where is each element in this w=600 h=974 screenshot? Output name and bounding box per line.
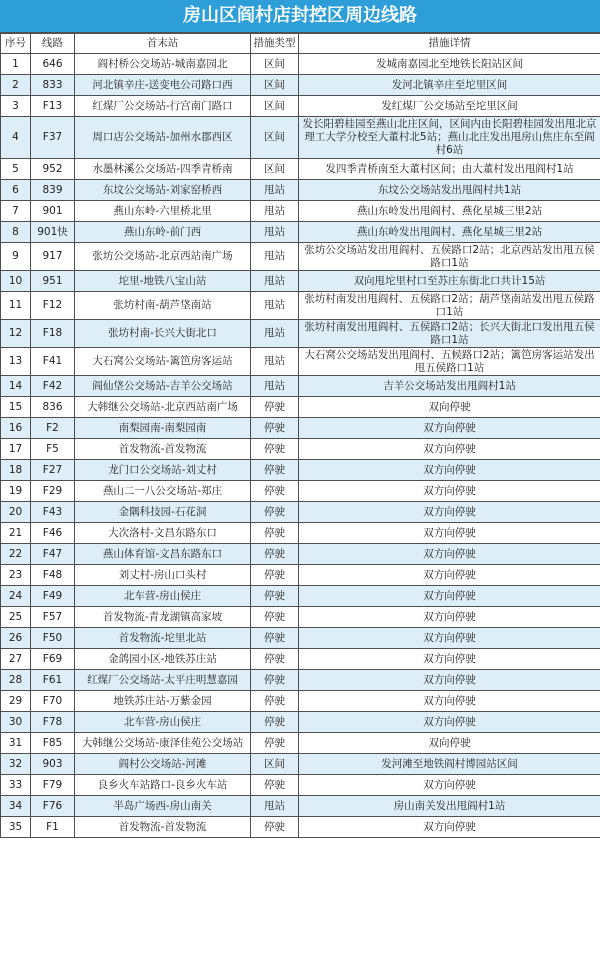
cell-terminals: 坨里-地铁八宝山站 [75, 271, 251, 292]
table-row [1, 376, 600, 397]
table-row [1, 439, 600, 460]
table-row [1, 292, 600, 320]
cell-measure-type: 甩站 [251, 348, 299, 376]
cell-index: 3 [1, 96, 31, 117]
table-row [1, 670, 600, 691]
cell-route: 901快 [31, 222, 75, 243]
cell-index: 35 [1, 817, 31, 838]
cell-index: 22 [1, 544, 31, 565]
cell-terminals: 首发物流-首发物流 [75, 817, 251, 838]
cell-index: 29 [1, 691, 31, 712]
cell-terminals: 张坊村南-长兴大街北口 [75, 320, 251, 348]
cell-route: F70 [31, 691, 75, 712]
table-row [1, 348, 600, 376]
cell-terminals: 金鸽园小区-地铁苏庄站 [75, 649, 251, 670]
cell-measure-type: 停驶 [251, 544, 299, 565]
table-row [1, 117, 600, 159]
cell-route: 901 [31, 201, 75, 222]
cell-measure-detail: 房山南关发出甩阎村1站 [299, 796, 600, 817]
table-row [1, 649, 600, 670]
cell-measure-detail: 双方向停驶 [299, 607, 600, 628]
cell-measure-type: 区间 [251, 117, 299, 159]
table-row [1, 523, 600, 544]
cell-measure-detail: 双方向停驶 [299, 649, 600, 670]
cell-terminals: 刘丈村-房山口头村 [75, 565, 251, 586]
table-row [1, 222, 600, 243]
cell-measure-type: 区间 [251, 159, 299, 180]
cell-measure-type: 停驶 [251, 481, 299, 502]
cell-terminals: 龙门口公交场站-刘丈村 [75, 460, 251, 481]
cell-index: 25 [1, 607, 31, 628]
cell-route: F47 [31, 544, 75, 565]
cell-measure-detail: 发城南嘉园北至地铁长阳站区间 [299, 54, 600, 75]
table-row [1, 75, 600, 96]
cell-index: 14 [1, 376, 31, 397]
cell-measure-type: 停驶 [251, 733, 299, 754]
cell-measure-detail: 发四季青桥南至大董村区间；由大董村发出甩阎村1站 [299, 159, 600, 180]
cell-route: F69 [31, 649, 75, 670]
cell-index: 19 [1, 481, 31, 502]
cell-route: 646 [31, 54, 75, 75]
cell-index: 13 [1, 348, 31, 376]
cell-measure-type: 甩站 [251, 320, 299, 348]
cell-route: F37 [31, 117, 75, 159]
cell-terminals: 河北镇辛庄-送变电公司路口西 [75, 75, 251, 96]
cell-terminals: 燕山东岭-六里桥北里 [75, 201, 251, 222]
cell-measure-detail: 发红煤厂公交场站至坨里区间 [299, 96, 600, 117]
cell-measure-type: 停驶 [251, 628, 299, 649]
cell-index: 33 [1, 775, 31, 796]
cell-measure-type: 甩站 [251, 796, 299, 817]
page-title: 房山区阎村店封控区周边线路 [0, 0, 600, 33]
cell-index: 18 [1, 460, 31, 481]
cell-measure-type: 甩站 [251, 292, 299, 320]
table-row [1, 481, 600, 502]
cell-measure-detail: 双方向停驶 [299, 418, 600, 439]
table-row [1, 271, 600, 292]
cell-measure-detail: 双方向停驶 [299, 460, 600, 481]
cell-index: 12 [1, 320, 31, 348]
cell-index: 11 [1, 292, 31, 320]
cell-route: F5 [31, 439, 75, 460]
cell-route: F41 [31, 348, 75, 376]
cell-index: 28 [1, 670, 31, 691]
cell-index: 21 [1, 523, 31, 544]
cell-terminals: 金隅科技园-石花洞 [75, 502, 251, 523]
header-measure-detail: 措施详情 [299, 34, 600, 54]
cell-measure-detail: 燕山东岭发出甩阎村、燕化星城三里2站 [299, 201, 600, 222]
cell-terminals: 大韩继公交场站-康泽佳苑公交场站 [75, 733, 251, 754]
cell-route: F1 [31, 817, 75, 838]
cell-terminals: 首发物流-青龙湖镇高家坡 [75, 607, 251, 628]
cell-route: 903 [31, 754, 75, 775]
cell-terminals: 南梨园南-南梨园南 [75, 418, 251, 439]
cell-measure-type: 停驶 [251, 565, 299, 586]
cell-measure-detail: 东坟公交场站发出甩阎村共1站 [299, 180, 600, 201]
cell-measure-type: 停驶 [251, 460, 299, 481]
cell-measure-type: 甩站 [251, 180, 299, 201]
cell-terminals: 阎村桥公交场站-城南嘉园北 [75, 54, 251, 75]
header-measure-type: 措施类型 [251, 34, 299, 54]
cell-measure-detail: 双方向停驶 [299, 691, 600, 712]
cell-terminals: 阎村公交场站-河滩 [75, 754, 251, 775]
cell-measure-type: 甩站 [251, 271, 299, 292]
cell-measure-type: 停驶 [251, 817, 299, 838]
cell-measure-detail: 双方向停驶 [299, 439, 600, 460]
header-index: 序号 [1, 34, 31, 54]
table-row [1, 320, 600, 348]
cell-index: 5 [1, 159, 31, 180]
cell-route: F46 [31, 523, 75, 544]
cell-index: 24 [1, 586, 31, 607]
table-row [1, 754, 600, 775]
cell-measure-type: 停驶 [251, 523, 299, 544]
cell-route: F50 [31, 628, 75, 649]
cell-route: F76 [31, 796, 75, 817]
cell-measure-detail: 双方向停驶 [299, 544, 600, 565]
cell-terminals: 水墨林溪公交场站-四季青桥南 [75, 159, 251, 180]
cell-measure-type: 甩站 [251, 222, 299, 243]
cell-terminals: 燕山体育馆-文昌东路东口 [75, 544, 251, 565]
table-row [1, 96, 600, 117]
cell-route: 951 [31, 271, 75, 292]
cell-measure-detail: 双向甩坨里村口至苏庄东街北口共计15站 [299, 271, 600, 292]
cell-measure-detail: 双方向停驶 [299, 586, 600, 607]
cell-route: F29 [31, 481, 75, 502]
cell-measure-type: 甩站 [251, 201, 299, 222]
cell-terminals: 首发物流-坨里北站 [75, 628, 251, 649]
cell-measure-type: 甩站 [251, 376, 299, 397]
cell-route: F27 [31, 460, 75, 481]
cell-index: 15 [1, 397, 31, 418]
cell-index: 16 [1, 418, 31, 439]
cell-route: F48 [31, 565, 75, 586]
cell-index: 30 [1, 712, 31, 733]
table-row [1, 243, 600, 271]
cell-route: 833 [31, 75, 75, 96]
cell-route: 917 [31, 243, 75, 271]
cell-route: F42 [31, 376, 75, 397]
cell-measure-detail: 张坊村南发出甩阎村、五侯路口2站；葫芦垡南站发出甩五侯路口1站 [299, 292, 600, 320]
cell-measure-detail: 双方向停驶 [299, 565, 600, 586]
table-row [1, 397, 600, 418]
cell-route: F43 [31, 502, 75, 523]
table-row [1, 733, 600, 754]
table-row [1, 691, 600, 712]
cell-route: F12 [31, 292, 75, 320]
cell-measure-type: 停驶 [251, 502, 299, 523]
cell-measure-type: 区间 [251, 75, 299, 96]
cell-route: F13 [31, 96, 75, 117]
cell-terminals: 红煤厂公交场站-太平庄明慧嘉园 [75, 670, 251, 691]
cell-index: 7 [1, 201, 31, 222]
table-row [1, 628, 600, 649]
cell-measure-detail: 双向停驶 [299, 733, 600, 754]
table-body [1, 54, 600, 838]
table-row [1, 796, 600, 817]
table-row [1, 817, 600, 838]
cell-terminals: 阎仙垡公交场站-吉羊公交场站 [75, 376, 251, 397]
cell-terminals: 北车营-房山侯庄 [75, 712, 251, 733]
table-row [1, 418, 600, 439]
cell-route: 839 [31, 180, 75, 201]
cell-measure-type: 停驶 [251, 670, 299, 691]
cell-measure-detail: 发长阳碧桂园至燕山北庄区间，区间内由长阳碧桂园发出甩北京理工大学分校至大董村北5站；燕山北庄发出甩房山焦庄东至阎村6站 [299, 117, 600, 159]
table-row [1, 586, 600, 607]
cell-index: 23 [1, 565, 31, 586]
cell-terminals: 张坊公交场站-北京西站南广场 [75, 243, 251, 271]
cell-terminals: 东坟公交场站-刘家窑桥西 [75, 180, 251, 201]
cell-measure-detail: 张坊公交场站发出甩阎村、五侯路口2站；北京西站发出甩五侯路口1站 [299, 243, 600, 271]
table-row [1, 565, 600, 586]
cell-terminals: 大韩继公交场站-北京西站南广场 [75, 397, 251, 418]
cell-terminals: 半岛广场西-房山南关 [75, 796, 251, 817]
cell-measure-detail: 双方向停驶 [299, 670, 600, 691]
cell-route: 836 [31, 397, 75, 418]
cell-terminals: 首发物流-首发物流 [75, 439, 251, 460]
header-route: 线路 [31, 34, 75, 54]
cell-index: 32 [1, 754, 31, 775]
cell-terminals: 红煤厂公交场站-行宫南门路口 [75, 96, 251, 117]
header-terminals: 首末站 [75, 34, 251, 54]
cell-measure-type: 停驶 [251, 649, 299, 670]
cell-terminals: 燕山二一八公交场站-郑庄 [75, 481, 251, 502]
cell-measure-type: 区间 [251, 754, 299, 775]
cell-measure-type: 停驶 [251, 691, 299, 712]
cell-measure-detail: 双方向停驶 [299, 628, 600, 649]
cell-measure-type: 停驶 [251, 439, 299, 460]
table-row [1, 544, 600, 565]
cell-measure-type: 停驶 [251, 418, 299, 439]
table-header-row [1, 34, 600, 54]
cell-measure-detail: 发河滩至地铁阎村博园站区间 [299, 754, 600, 775]
cell-route: F49 [31, 586, 75, 607]
cell-measure-type: 甩站 [251, 243, 299, 271]
cell-measure-type: 区间 [251, 96, 299, 117]
cell-measure-detail: 双方向停驶 [299, 481, 600, 502]
table-row [1, 201, 600, 222]
cell-route: F61 [31, 670, 75, 691]
cell-measure-type: 停驶 [251, 712, 299, 733]
cell-route: F2 [31, 418, 75, 439]
cell-measure-type: 停驶 [251, 586, 299, 607]
cell-measure-detail: 大石窝公交场站发出甩阎村、五候路口2站；篱笆房客运站发出甩五侯路口1站 [299, 348, 600, 376]
cell-measure-detail: 张坊村南发出甩阎村、五侯路口2站；长兴大街北口发出甩五侯路口1站 [299, 320, 600, 348]
cell-route: F78 [31, 712, 75, 733]
cell-index: 34 [1, 796, 31, 817]
cell-route: F85 [31, 733, 75, 754]
table-row [1, 159, 600, 180]
cell-index: 26 [1, 628, 31, 649]
cell-index: 27 [1, 649, 31, 670]
cell-measure-detail: 双方向停驶 [299, 775, 600, 796]
table-row [1, 54, 600, 75]
cell-index: 17 [1, 439, 31, 460]
cell-measure-type: 区间 [251, 54, 299, 75]
cell-index: 2 [1, 75, 31, 96]
cell-route: F57 [31, 607, 75, 628]
cell-index: 9 [1, 243, 31, 271]
cell-index: 8 [1, 222, 31, 243]
cell-measure-detail: 双方向停驶 [299, 712, 600, 733]
cell-route: F18 [31, 320, 75, 348]
table-row [1, 607, 600, 628]
cell-index: 10 [1, 271, 31, 292]
cell-terminals: 燕山东岭-前门西 [75, 222, 251, 243]
cell-terminals: 北车营-房山侯庄 [75, 586, 251, 607]
cell-measure-detail: 发河北镇辛庄至坨里区间 [299, 75, 600, 96]
cell-terminals: 张坊村南-葫芦垡南站 [75, 292, 251, 320]
cell-route: 952 [31, 159, 75, 180]
cell-measure-type: 停驶 [251, 607, 299, 628]
cell-terminals: 周口店公交场站-加州水郡西区 [75, 117, 251, 159]
cell-measure-type: 停驶 [251, 775, 299, 796]
cell-index: 20 [1, 502, 31, 523]
cell-measure-detail: 双方向停驶 [299, 817, 600, 838]
cell-measure-type: 停驶 [251, 397, 299, 418]
table-row [1, 502, 600, 523]
table-row [1, 460, 600, 481]
cell-measure-detail: 吉羊公交场站发出甩阎村1站 [299, 376, 600, 397]
cell-index: 31 [1, 733, 31, 754]
cell-index: 4 [1, 117, 31, 159]
route-table [0, 33, 600, 838]
cell-index: 6 [1, 180, 31, 201]
table-row [1, 180, 600, 201]
cell-measure-detail: 双向停驶 [299, 397, 600, 418]
table-row [1, 775, 600, 796]
cell-terminals: 良乡火车站路口-良乡火车站 [75, 775, 251, 796]
cell-route: F79 [31, 775, 75, 796]
cell-index: 1 [1, 54, 31, 75]
cell-terminals: 地铁苏庄站-万紫金园 [75, 691, 251, 712]
cell-measure-detail: 燕山东岭发出甩阎村、燕化星城三里2站 [299, 222, 600, 243]
cell-terminals: 大石窝公交场站-篱笆房客运站 [75, 348, 251, 376]
table-row [1, 712, 600, 733]
cell-measure-detail: 双方向停驶 [299, 502, 600, 523]
cell-measure-detail: 双方向停驶 [299, 523, 600, 544]
cell-terminals: 大次洛村-文昌东路东口 [75, 523, 251, 544]
